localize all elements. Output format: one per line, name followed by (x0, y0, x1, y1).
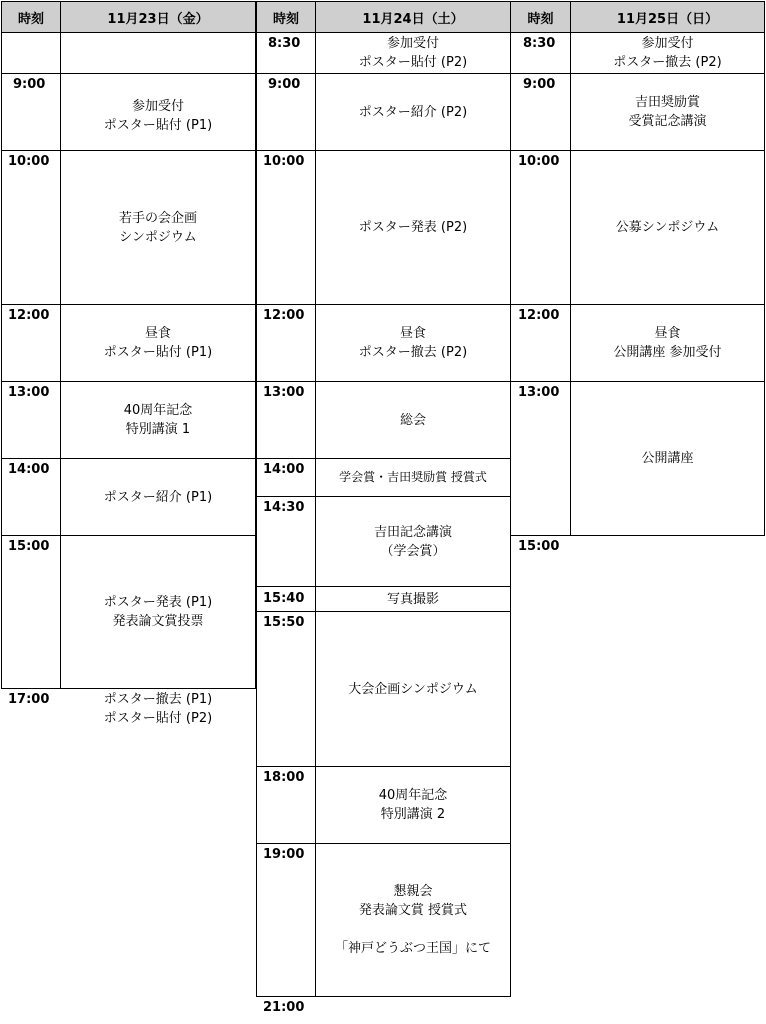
day2-time-label: 13:00 (263, 385, 305, 400)
day2-time-label: 12:00 (263, 308, 305, 323)
day1-event: 若手の会企画 シンポジウム (60, 150, 256, 305)
header-time-day3: 時刻 (510, 1, 571, 33)
day1-time-cell-empty (1, 32, 61, 74)
day1-event: ポスター紹介 (P1) (60, 458, 256, 536)
day3-time-label: 15:00 (518, 539, 560, 554)
day2-event: ポスター発表 (P2) (315, 150, 511, 305)
day3-time-label: 8:30 (523, 36, 556, 51)
day2-event: 総会 (315, 381, 511, 459)
day1-empty-event (60, 32, 256, 74)
day1-time-label: 12:00 (8, 308, 50, 323)
day1-event: 参加受付 ポスター貼付 (P1) (60, 73, 256, 151)
day2-event: 吉田記念講演 （学会賞） (315, 496, 511, 587)
day3-event: 参加受付 ポスター撤去 (P2) (570, 32, 765, 74)
day1-event: ポスター撤去 (P1) ポスター貼付 (P2) (103, 692, 213, 726)
day2-time-label: 14:30 (263, 500, 305, 515)
day1-event: 40周年記念 特別講演 1 (60, 381, 256, 459)
day1-time-label: 17:00 (8, 692, 50, 707)
day2-time-cell (256, 150, 316, 305)
header-time-day2: 時刻 (256, 1, 316, 33)
day2-time-label: 18:00 (263, 770, 305, 785)
day1-time-label: 13:00 (8, 385, 50, 400)
day2-time-cell (256, 843, 316, 997)
day2-event: 参加受付 ポスター貼付 (P2) (315, 32, 511, 74)
day3-time-cell (510, 150, 571, 305)
day3-time-label: 9:00 (523, 77, 556, 92)
day2-time-label: 9:00 (268, 77, 301, 92)
header-day1: 11月23日（金） (60, 1, 256, 33)
day3-event: 公募シンポジウム (570, 150, 765, 305)
day3-time-label: 10:00 (518, 154, 560, 169)
day1-time-cell (1, 535, 61, 689)
day2-time-label: 15:40 (263, 591, 305, 606)
day2-event: 学会賞・吉田奨励賞 授賞式 (315, 458, 511, 497)
header-time-day1: 時刻 (1, 1, 61, 33)
day2-time-cell (256, 611, 316, 767)
day1-time-label: 14:00 (8, 462, 50, 477)
day2-event: ポスター紹介 (P2) (315, 73, 511, 151)
day2-event: 40周年記念 特別講演 2 (315, 766, 511, 844)
day2-event: 大会企画シンポジウム (315, 611, 511, 767)
day2-event: 懇親会 発表論文賞 授賞式 「神戸どうぶつ王国」にて (315, 843, 511, 997)
day1-time-cell (1, 150, 61, 305)
day2-time-label: 14:00 (263, 462, 305, 477)
day3-event: 吉田奨励賞 受賞記念講演 (570, 73, 765, 151)
day1-event: ポスター発表 (P1) 発表論文賞投票 (60, 535, 256, 689)
day2-time-label: 15:50 (263, 615, 305, 630)
day1-event: 昼食 ポスター貼付 (P1) (60, 304, 256, 382)
day2-time-label: 21:00 (263, 1000, 305, 1015)
day2-time-label: 19:00 (263, 847, 305, 862)
day2-event: 昼食 ポスター撤去 (P2) (315, 304, 511, 382)
day2-event: 写真撮影 (315, 586, 511, 612)
day3-event: 公開講座 (570, 381, 765, 536)
header-day2: 11月24日（土） (315, 1, 511, 33)
day3-event: 昼食 公開講座 参加受付 (570, 304, 765, 382)
header-day3: 11月25日（日） (570, 1, 765, 33)
day2-time-label: 10:00 (263, 154, 305, 169)
day3-time-label: 12:00 (518, 308, 560, 323)
day3-time-label: 13:00 (518, 385, 560, 400)
day1-time-label: 10:00 (8, 154, 50, 169)
day1-time-label: 15:00 (8, 539, 50, 554)
day1-time-label: 9:00 (13, 77, 46, 92)
day3-time-cell (510, 381, 571, 536)
day2-time-label: 8:30 (268, 36, 301, 51)
